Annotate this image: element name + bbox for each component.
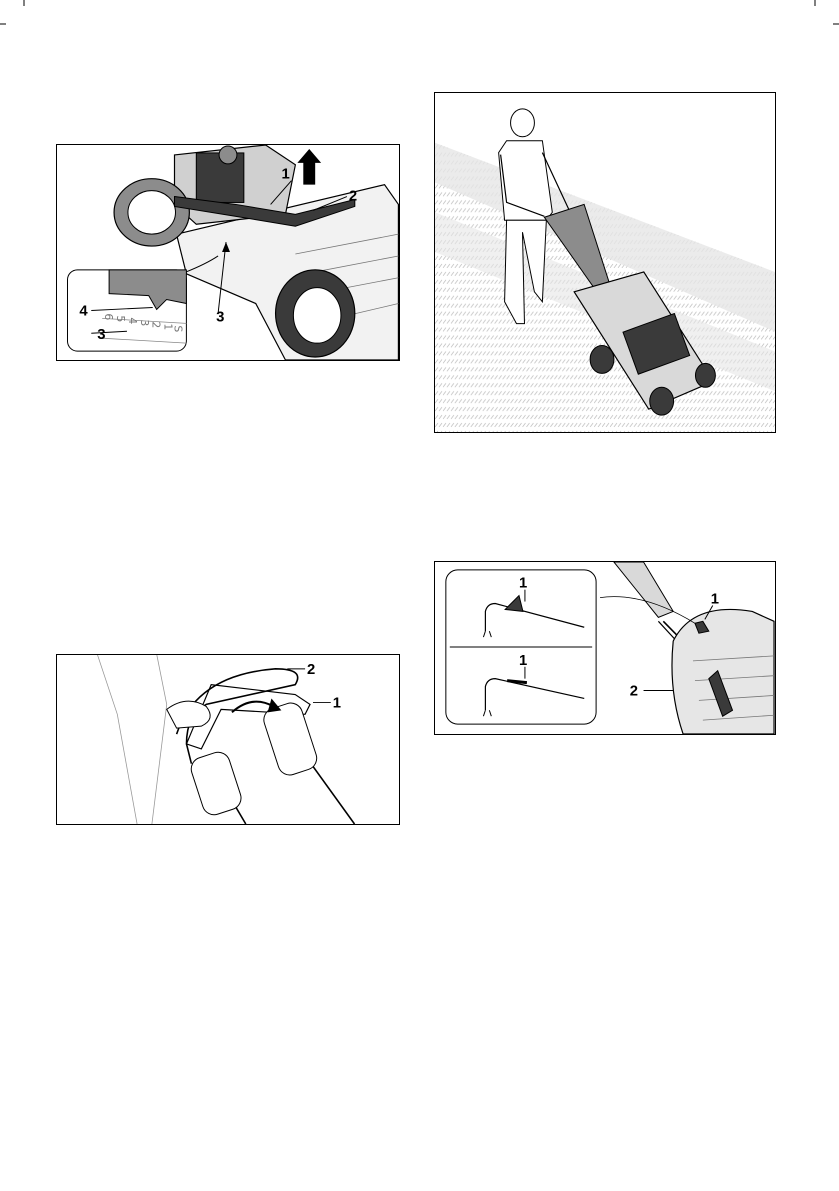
callout-1: 1 bbox=[332, 695, 342, 712]
figure-brake-handle bbox=[56, 654, 400, 825]
callout-1-closed: 1 bbox=[519, 652, 528, 669]
crop-mark-top-right bbox=[809, 0, 839, 30]
callout-1-open: 1 bbox=[519, 575, 528, 592]
catcher-icon bbox=[614, 562, 774, 734]
callout-1: 1 bbox=[281, 166, 290, 183]
scale-mark-2: 2 bbox=[149, 321, 163, 329]
scale-mark-5: 5 bbox=[114, 315, 128, 323]
crop-mark-top-left bbox=[0, 0, 30, 30]
figure-catcher-indicator bbox=[434, 561, 776, 735]
callout-2: 2 bbox=[307, 661, 316, 678]
scale-mark-1: 1 bbox=[161, 323, 175, 331]
height-adjustment-illustration bbox=[57, 145, 399, 360]
scale-mark-6: 6 bbox=[102, 313, 116, 321]
rear-wheel-icon bbox=[114, 179, 189, 246]
hand-icon bbox=[167, 701, 210, 728]
figure-mowing-slope bbox=[434, 92, 776, 433]
indicator-inset bbox=[446, 570, 596, 724]
callout-2-catcher: 2 bbox=[629, 683, 638, 700]
mowing-slope-illustration bbox=[435, 93, 775, 432]
callout-1-catcher: 1 bbox=[710, 591, 720, 608]
scale-mark-s: S bbox=[171, 325, 185, 333]
scale-mark-4: 4 bbox=[125, 317, 139, 325]
callout-3: 3 bbox=[216, 309, 225, 326]
catcher-indicator-illustration bbox=[435, 562, 775, 734]
brake-handle-illustration bbox=[57, 655, 399, 824]
figure-height-adjustment bbox=[56, 144, 400, 361]
scale-mark-3: 3 bbox=[137, 319, 151, 327]
callout-2: 2 bbox=[348, 188, 358, 205]
front-wheel-icon bbox=[276, 270, 355, 357]
callout-4: 4 bbox=[79, 303, 88, 320]
callout-3-inset: 3 bbox=[97, 327, 106, 344]
up-arrow-icon bbox=[297, 149, 321, 185]
